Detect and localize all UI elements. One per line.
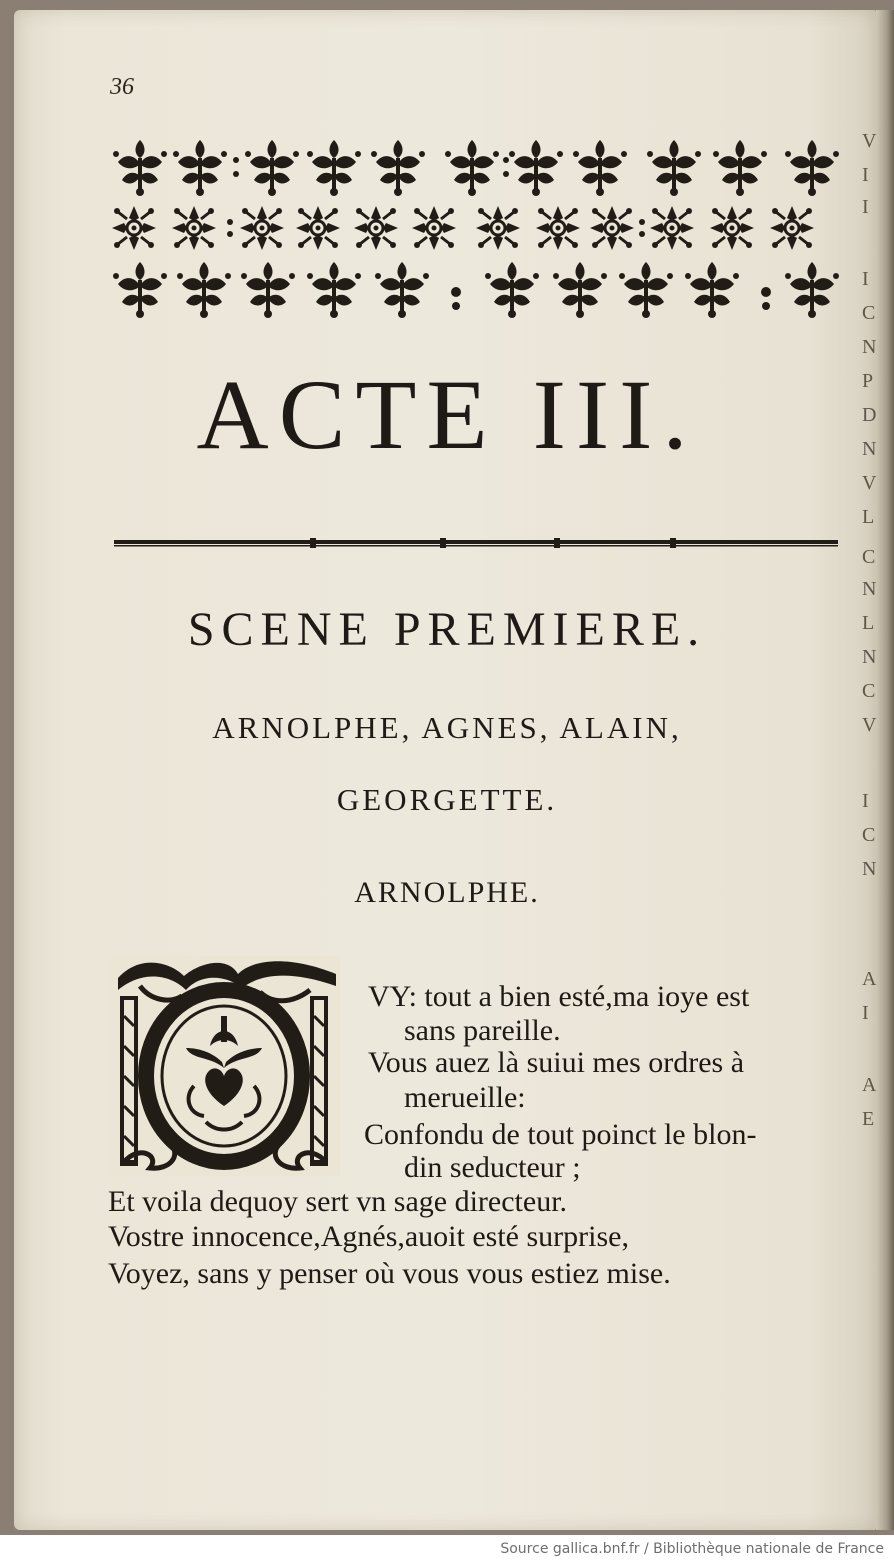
fleuron-ornament-band [112, 128, 840, 328]
verse-line: Vostre innocence,Agnés,auoit esté surprise, [108, 1220, 629, 1253]
characters-list-continued: GEORGETTE. [336, 782, 558, 817]
speaker-name: ARNOLPHE. [354, 876, 540, 909]
verse-line: Confondu de tout poinct le blon- [364, 1118, 757, 1151]
page-edge [876, 10, 894, 1530]
section-rule [114, 536, 838, 550]
verse-line: VY: tout a bien esté,ma ioye est [368, 980, 750, 1013]
scene-title: SCENE PREMIERE. [187, 603, 707, 656]
verse-line: sans pareille. [404, 1014, 561, 1047]
characters-list: ARNOLPHE, AGNES, ALAIN, [212, 710, 682, 745]
verse-line: Et voila dequoy sert vn sage directeur. [108, 1185, 568, 1218]
verse-line: Vous auez là suiui mes ordres à [368, 1046, 745, 1079]
verse-line: din seducteur ; [404, 1151, 581, 1184]
verse-line: Voyez, sans y penser où vous vous estiez mise. [108, 1257, 671, 1290]
act-title: ACTE III. [196, 359, 698, 470]
source-attribution: Source gallica.bnf.fr / Bibliothèque nationale de France [500, 1541, 884, 1557]
decorated-initial [110, 956, 340, 1176]
page-number: 36 [110, 74, 134, 100]
verse-line: merueille: [404, 1081, 526, 1114]
